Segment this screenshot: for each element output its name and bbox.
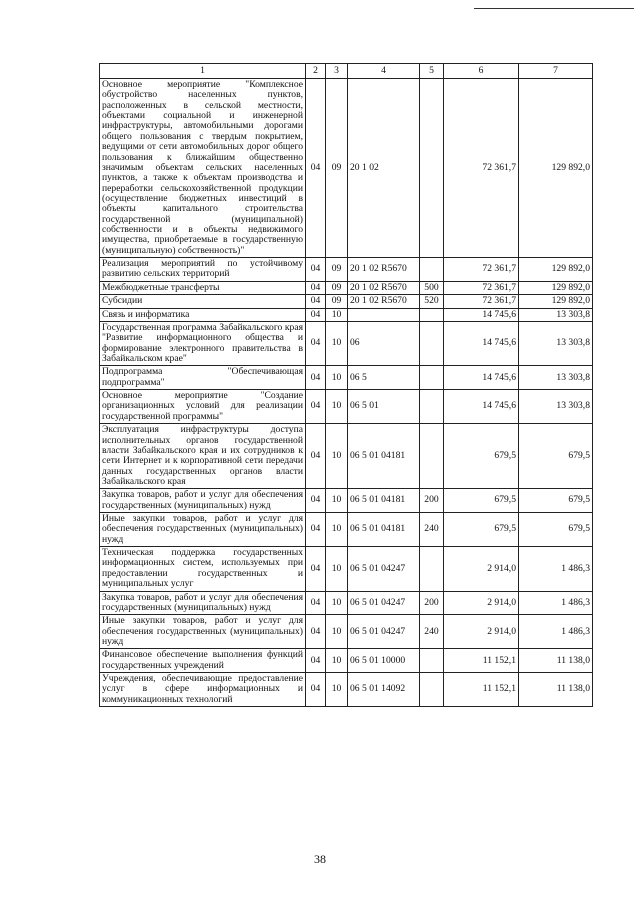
amount-col7-cell: 11 138,0 <box>519 673 593 707</box>
target-article-cell: 06 5 01 04247 <box>348 591 420 615</box>
section-cell: 04 <box>306 321 326 365</box>
table-row <box>100 673 593 707</box>
amount-col6-cell: 679,5 <box>444 489 519 513</box>
row-name-cell: Межбюджетные трансферты <box>100 281 306 294</box>
expense-type-cell <box>420 390 444 424</box>
target-article-cell: 20 1 02 R5670 <box>348 295 420 308</box>
amount-col7-cell: 129 892,0 <box>519 281 593 294</box>
amount-col6-cell: 14 745,6 <box>444 366 519 390</box>
expense-type-cell: 520 <box>420 295 444 308</box>
expense-type-cell: 200 <box>420 591 444 615</box>
section-cell: 04 <box>306 258 326 282</box>
header-cell: 3 <box>326 64 348 79</box>
subsection-cell: 10 <box>326 489 348 513</box>
expense-type-cell: 500 <box>420 281 444 294</box>
subsection-cell: 10 <box>326 591 348 615</box>
subsection-cell: 09 <box>326 295 348 308</box>
expense-type-cell: 240 <box>420 513 444 547</box>
subsection-cell: 09 <box>326 258 348 282</box>
expense-type-cell <box>420 673 444 707</box>
section-cell: 04 <box>306 649 326 673</box>
amount-col7-cell: 13 303,8 <box>519 321 593 365</box>
subsection-cell: 09 <box>326 281 348 294</box>
row-name-cell: Реализация мероприятий по устойчивому развитию сельских территорий <box>100 258 306 282</box>
top-rule <box>474 8 634 9</box>
target-article-cell: 06 5 01 04247 <box>348 615 420 649</box>
target-article-cell: 06 5 01 14092 <box>348 673 420 707</box>
amount-col7-cell: 129 892,0 <box>519 295 593 308</box>
amount-col6-cell: 14 745,6 <box>444 321 519 365</box>
expense-type-cell: 240 <box>420 615 444 649</box>
section-cell: 04 <box>306 308 326 321</box>
target-article-cell: 06 <box>348 321 420 365</box>
amount-col7-cell: 13 303,8 <box>519 366 593 390</box>
section-cell: 04 <box>306 424 326 489</box>
amount-col6-cell: 11 152,1 <box>444 673 519 707</box>
row-name-cell: Иные закупки товаров, работ и услуг для обеспечения государственных (муниципальных) нужд <box>100 615 306 649</box>
table-row <box>100 649 593 673</box>
amount-col7-cell: 129 892,0 <box>519 79 593 258</box>
amount-col6-cell: 72 361,7 <box>444 258 519 282</box>
section-cell: 04 <box>306 489 326 513</box>
header-cell: 6 <box>444 64 519 79</box>
expense-type-cell <box>420 424 444 489</box>
table-row <box>100 513 593 547</box>
row-name-cell: Учреждения, обеспечивающие предоставление услуг в сфере информационных и коммуникационных технологий <box>100 673 306 707</box>
row-name-cell: Эксплуатация инфраструктуры доступа исполнительных органов государственной власти Забайкальского края и их сотрудников к сети Интернет и к корпоративной сети передачи данных государственных органов власти Забайкальского края <box>100 424 306 489</box>
table-row <box>100 281 593 294</box>
header-cell: 7 <box>519 64 593 79</box>
amount-col7-cell: 1 486,3 <box>519 591 593 615</box>
amount-col6-cell: 72 361,7 <box>444 281 519 294</box>
row-name-cell: Закупка товаров, работ и услуг для обеспечения государственных (муниципальных) нужд <box>100 489 306 513</box>
amount-col7-cell: 679,5 <box>519 424 593 489</box>
section-cell: 04 <box>306 366 326 390</box>
table-row <box>100 308 593 321</box>
subsection-cell: 10 <box>326 424 348 489</box>
budget-table <box>99 63 593 707</box>
table-row <box>100 321 593 365</box>
row-name-cell: Подпрограмма "Обеспечивающая подпрограмма" <box>100 366 306 390</box>
amount-col6-cell: 2 914,0 <box>444 547 519 591</box>
amount-col6-cell: 11 152,1 <box>444 649 519 673</box>
expense-type-cell <box>420 308 444 321</box>
table-header-row <box>100 64 593 79</box>
amount-col6-cell: 72 361,7 <box>444 295 519 308</box>
table-row <box>100 424 593 489</box>
section-cell: 04 <box>306 591 326 615</box>
section-cell: 04 <box>306 295 326 308</box>
target-article-cell: 06 5 01 04247 <box>348 547 420 591</box>
row-name-cell: Финансовое обеспечение выполнения функций государственных учреждений <box>100 649 306 673</box>
target-article-cell: 06 5 01 04181 <box>348 513 420 547</box>
row-name-cell: Основное мероприятие "Создание организационных условий для реализации государственной программы" <box>100 390 306 424</box>
table-row <box>100 79 593 258</box>
amount-col7-cell: 11 138,0 <box>519 649 593 673</box>
target-article-cell: 20 1 02 <box>348 79 420 258</box>
row-name-cell: Связь и информатика <box>100 308 306 321</box>
amount-col7-cell: 129 892,0 <box>519 258 593 282</box>
amount-col7-cell: 13 303,8 <box>519 308 593 321</box>
header-cell: 2 <box>306 64 326 79</box>
section-cell: 04 <box>306 615 326 649</box>
subsection-cell: 10 <box>326 513 348 547</box>
header-cell: 1 <box>100 64 306 79</box>
table-row <box>100 547 593 591</box>
amount-col7-cell: 679,5 <box>519 513 593 547</box>
row-name-cell: Иные закупки товаров, работ и услуг для обеспечения государственных (муниципальных) нужд <box>100 513 306 547</box>
target-article-cell: 06 5 <box>348 366 420 390</box>
subsection-cell: 09 <box>326 79 348 258</box>
target-article-cell: 06 5 01 <box>348 390 420 424</box>
amount-col7-cell: 679,5 <box>519 489 593 513</box>
section-cell: 04 <box>306 547 326 591</box>
expense-type-cell <box>420 366 444 390</box>
target-article-cell: 20 1 02 R5670 <box>348 258 420 282</box>
table-row <box>100 615 593 649</box>
expense-type-cell <box>420 547 444 591</box>
section-cell: 04 <box>306 513 326 547</box>
table-row <box>100 591 593 615</box>
amount-col7-cell: 13 303,8 <box>519 390 593 424</box>
amount-col7-cell: 1 486,3 <box>519 615 593 649</box>
table-row <box>100 390 593 424</box>
section-cell: 04 <box>306 390 326 424</box>
subsection-cell: 10 <box>326 321 348 365</box>
amount-col6-cell: 14 745,6 <box>444 308 519 321</box>
subsection-cell: 10 <box>326 649 348 673</box>
page-number: 38 <box>314 852 326 866</box>
section-cell: 04 <box>306 281 326 294</box>
target-article-cell: 06 5 01 04181 <box>348 424 420 489</box>
table-row <box>100 295 593 308</box>
expense-type-cell <box>420 258 444 282</box>
amount-col6-cell: 679,5 <box>444 424 519 489</box>
table-row <box>100 258 593 282</box>
row-name-cell: Государственная программа Забайкальского края "Развитие информационного общества и формирование электронного правительства в Забайкальском крае" <box>100 321 306 365</box>
row-name-cell: Техническая поддержка государственных информационных систем, используемых при предоставлении государственных и муниципальных услуг <box>100 547 306 591</box>
row-name-cell: Основное мероприятие "Комплексное обустройство населенных пунктов, расположенных в сельской местности, объектами социальной и инженерной инфраструктуры, автомобильными дорогами общего пользования с твердым покрытием, ведущими от сети автомобильных дорог общего пользования к ближайшим общественно значимым объектам сельских населенных пунктов, а также к объектам производства и переработки сельскохозяйственной продукции (осуществление бюджетных инвестиций в объекты капитального строительства государственной (муниципальной) собственности и в объекты недвижимого имущества, приобретаемые в государственную (муниципальную) собственность)" <box>100 79 306 258</box>
expense-type-cell: 200 <box>420 489 444 513</box>
target-article-cell: 06 5 01 04181 <box>348 489 420 513</box>
row-name-cell: Закупка товаров, работ и услуг для обеспечения государственных (муниципальных) нужд <box>100 591 306 615</box>
table-row <box>100 489 593 513</box>
expense-type-cell <box>420 79 444 258</box>
expense-type-cell <box>420 649 444 673</box>
amount-col6-cell: 72 361,7 <box>444 79 519 258</box>
section-cell: 04 <box>306 673 326 707</box>
subsection-cell: 10 <box>326 308 348 321</box>
expense-type-cell <box>420 321 444 365</box>
amount-col7-cell: 1 486,3 <box>519 547 593 591</box>
table-row <box>100 366 593 390</box>
section-cell: 04 <box>306 79 326 258</box>
target-article-cell: 20 1 02 R5670 <box>348 281 420 294</box>
subsection-cell: 10 <box>326 615 348 649</box>
subsection-cell: 10 <box>326 673 348 707</box>
amount-col6-cell: 679,5 <box>444 513 519 547</box>
amount-col6-cell: 14 745,6 <box>444 390 519 424</box>
header-cell: 5 <box>420 64 444 79</box>
header-cell: 4 <box>348 64 420 79</box>
amount-col6-cell: 2 914,0 <box>444 591 519 615</box>
row-name-cell: Субсидии <box>100 295 306 308</box>
subsection-cell: 10 <box>326 547 348 591</box>
amount-col6-cell: 2 914,0 <box>444 615 519 649</box>
target-article-cell: 06 5 01 10000 <box>348 649 420 673</box>
subsection-cell: 10 <box>326 366 348 390</box>
target-article-cell <box>348 308 420 321</box>
subsection-cell: 10 <box>326 390 348 424</box>
